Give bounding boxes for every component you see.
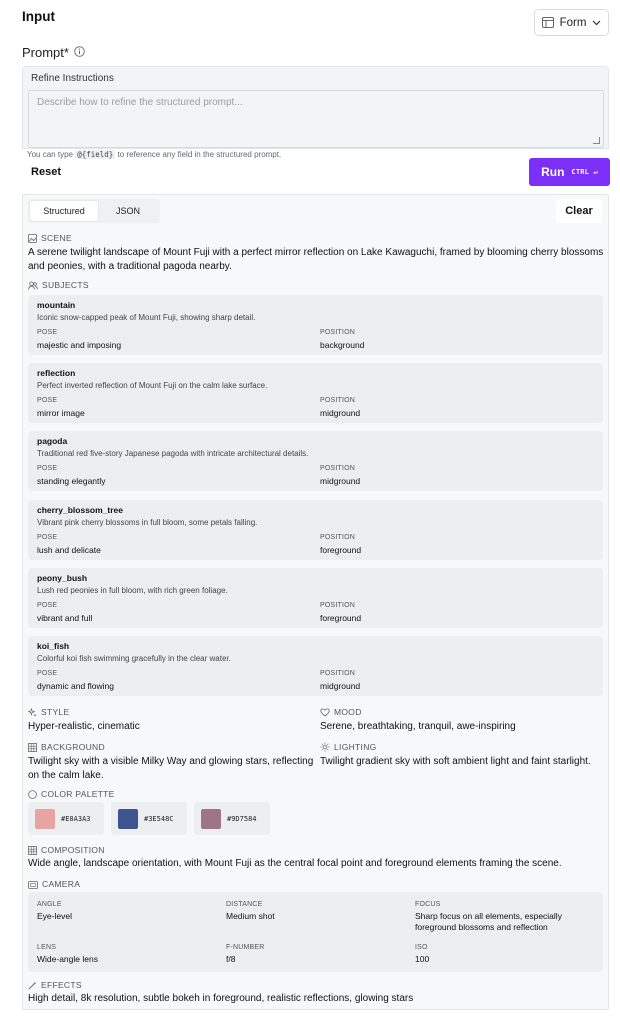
scene-value: A serene twilight landscape of Mount Fuji with a perfect mirror reflection on Lake Kawaguchi, framed by blooming cherry blossoms and peonies, with a traditional pagoda nearby. xyxy=(28,247,604,272)
lens-value: Wide-angle lens xyxy=(37,954,98,964)
subject-name: koi_fish xyxy=(37,641,70,651)
palette-section-label xyxy=(28,789,115,799)
pose-value: mirror image xyxy=(37,408,85,418)
pose-label: POSE xyxy=(37,602,58,609)
refine-panel xyxy=(22,66,609,149)
hint-text-before: You can type xyxy=(27,150,73,159)
effects-value: High detail, 8k resolution, subtle bokeh in foreground, realistic reflections, glowing stars xyxy=(28,993,414,1004)
grid-icon xyxy=(28,846,37,855)
refine-placeholder: Describe how to refine the structured prompt... xyxy=(37,97,243,108)
hint-code: @{field} xyxy=(77,150,114,159)
reset-button[interactable]: Reset xyxy=(22,160,70,184)
circle-icon xyxy=(28,790,37,799)
subject-description: Colorful koi fish swimming gracefully in the clear water. xyxy=(37,654,231,663)
subject-card xyxy=(28,431,603,491)
pose-label: POSE xyxy=(37,465,58,472)
background-section-label xyxy=(28,742,105,752)
iso-value: 100 xyxy=(415,954,430,964)
chevron-down-icon xyxy=(592,20,601,26)
color-swatch xyxy=(201,809,221,829)
focus-value: Sharp focus on all elements, especially foreground blossoms and reflection xyxy=(415,911,562,932)
position-value: foreground xyxy=(320,613,362,623)
users-icon xyxy=(28,281,38,290)
color-hex: #9D7584 xyxy=(227,814,257,823)
color-hex: #3E548C xyxy=(144,814,174,823)
camera-section-label xyxy=(28,879,80,889)
run-button-label: Run xyxy=(541,165,565,179)
refine-title: Refine Instructions xyxy=(31,73,114,84)
style-value: Hyper-realistic, cinematic xyxy=(28,721,140,732)
iso-label: ISO xyxy=(415,944,428,951)
color-swatch xyxy=(118,809,138,829)
color-swatch-card[interactable] xyxy=(194,802,270,835)
subjects-label: SUBJECTS xyxy=(42,280,89,290)
pose-label: POSE xyxy=(37,534,58,541)
effects-label: EFFECTS xyxy=(41,980,82,990)
mode-select-button[interactable] xyxy=(534,9,609,36)
subjects-section-label xyxy=(28,280,89,290)
pose-value: vibrant and full xyxy=(37,613,93,623)
angle-label: ANGLE xyxy=(37,901,62,908)
mode-select-label: Form xyxy=(559,16,587,29)
lighting-label: LIGHTING xyxy=(334,742,377,752)
pose-value: dynamic and flowing xyxy=(37,681,115,691)
subject-name: cherry_blossom_tree xyxy=(37,505,123,515)
pose-label: POSE xyxy=(37,329,58,336)
color-hex: #E8A3A3 xyxy=(61,814,91,823)
mood-label: MOOD xyxy=(334,707,362,717)
clear-button[interactable]: Clear xyxy=(556,199,602,223)
prompt-label-text: Prompt xyxy=(22,45,64,60)
tab-structured[interactable]: Structured xyxy=(30,201,98,221)
subject-description: Traditional red five-story Japanese pagoda with intricate architectural details. xyxy=(37,449,309,458)
position-label: POSITION xyxy=(320,465,356,472)
camera-icon xyxy=(28,880,38,889)
subject-name: reflection xyxy=(37,368,76,378)
color-swatch-card[interactable] xyxy=(111,802,187,835)
scene-label: SCENE xyxy=(41,233,72,243)
subject-description: Perfect inverted reflection of Mount Fuji on the calm lake surface. xyxy=(37,381,268,390)
pose-label: POSE xyxy=(37,670,58,677)
subject-description: Lush red peonies in full bloom, with rich green foliage. xyxy=(37,586,228,595)
palette-label: COLOR PALETTE xyxy=(41,789,115,799)
magic-wand-icon xyxy=(28,981,37,990)
subject-name: peony_bush xyxy=(37,573,88,583)
pose-value: majestic and imposing xyxy=(37,340,122,350)
subject-description: Vibrant pink cherry blossoms in full bloom, some petals falling. xyxy=(37,518,258,527)
tab-json[interactable]: JSON xyxy=(115,206,140,216)
required-mark: * xyxy=(63,45,69,60)
position-label: POSITION xyxy=(320,397,356,404)
position-value: background xyxy=(320,340,365,350)
heart-icon xyxy=(320,708,330,717)
background-value: Twilight sky with a visible Milky Way and glowing stars, reflecting on the calm lake. xyxy=(28,756,314,781)
subject-card xyxy=(28,363,603,423)
subject-name: pagoda xyxy=(37,436,68,446)
hint-text-after: to reference any field in the structured prompt. xyxy=(117,150,282,159)
position-label: POSITION xyxy=(320,534,356,541)
subject-card xyxy=(28,636,603,696)
composition-section-label xyxy=(28,845,105,855)
effects-section-label xyxy=(28,980,82,990)
angle-value: Eye-level xyxy=(37,911,72,921)
resize-handle[interactable] xyxy=(593,137,600,144)
image-icon xyxy=(28,234,37,243)
position-value: midground xyxy=(320,681,361,691)
style-section-label xyxy=(28,707,69,717)
section-title: Input xyxy=(22,9,55,24)
sparkles-icon xyxy=(28,708,37,717)
pose-value: standing elegantly xyxy=(37,476,106,486)
style-label: STYLE xyxy=(41,707,70,717)
subject-card xyxy=(28,500,603,560)
position-label: POSITION xyxy=(320,329,356,336)
structured-prompt-panel xyxy=(22,194,609,1010)
background-label: BACKGROUND xyxy=(41,742,105,752)
pose-value: lush and delicate xyxy=(37,545,101,555)
position-label: POSITION xyxy=(320,602,356,609)
lighting-value: Twilight gradient sky with soft ambient light and faint starlight. xyxy=(320,756,591,767)
info-icon[interactable] xyxy=(74,45,85,60)
position-value: midground xyxy=(320,476,361,486)
view-tabs xyxy=(28,199,160,223)
mood-value: Serene, breathtaking, tranquil, awe-inspiring xyxy=(320,721,516,732)
form-layout-icon xyxy=(542,17,554,28)
sun-icon xyxy=(320,742,330,752)
prompt-label xyxy=(22,45,85,60)
position-value: midground xyxy=(320,408,361,418)
color-swatch xyxy=(35,809,55,829)
subject-card xyxy=(28,568,603,628)
position-value: foreground xyxy=(320,545,362,555)
distance-label: DISTANCE xyxy=(226,901,263,908)
fnumber-value: f/8 xyxy=(226,954,236,964)
run-shortcut: CTRL ↵ xyxy=(571,168,598,176)
composition-value: Wide angle, landscape orientation, with Mount Fuji as the central focal point and foreground elements framing the scene. xyxy=(28,858,562,869)
scene-section-label xyxy=(28,233,72,243)
focus-label: FOCUS xyxy=(415,901,441,908)
composition-label: COMPOSITION xyxy=(41,845,105,855)
pose-label: POSE xyxy=(37,397,58,404)
field-reference-hint xyxy=(27,150,281,159)
mood-section-label xyxy=(320,707,362,717)
subject-name: mountain xyxy=(37,300,76,310)
color-swatch-card[interactable] xyxy=(28,802,104,835)
subject-card xyxy=(28,295,603,355)
refine-instructions-input[interactable] xyxy=(28,90,604,148)
lens-label: LENS xyxy=(37,944,57,951)
run-button[interactable] xyxy=(529,158,610,186)
lighting-section-label xyxy=(320,742,377,752)
subject-description: Iconic snow-capped peak of Mount Fuji, showing sharp detail. xyxy=(37,313,256,322)
camera-card xyxy=(28,892,603,972)
camera-label: CAMERA xyxy=(42,879,81,889)
position-label: POSITION xyxy=(320,670,356,677)
grid-icon xyxy=(28,743,37,752)
fnumber-label: F-NUMBER xyxy=(226,944,265,951)
distance-value: Medium shot xyxy=(226,911,275,921)
